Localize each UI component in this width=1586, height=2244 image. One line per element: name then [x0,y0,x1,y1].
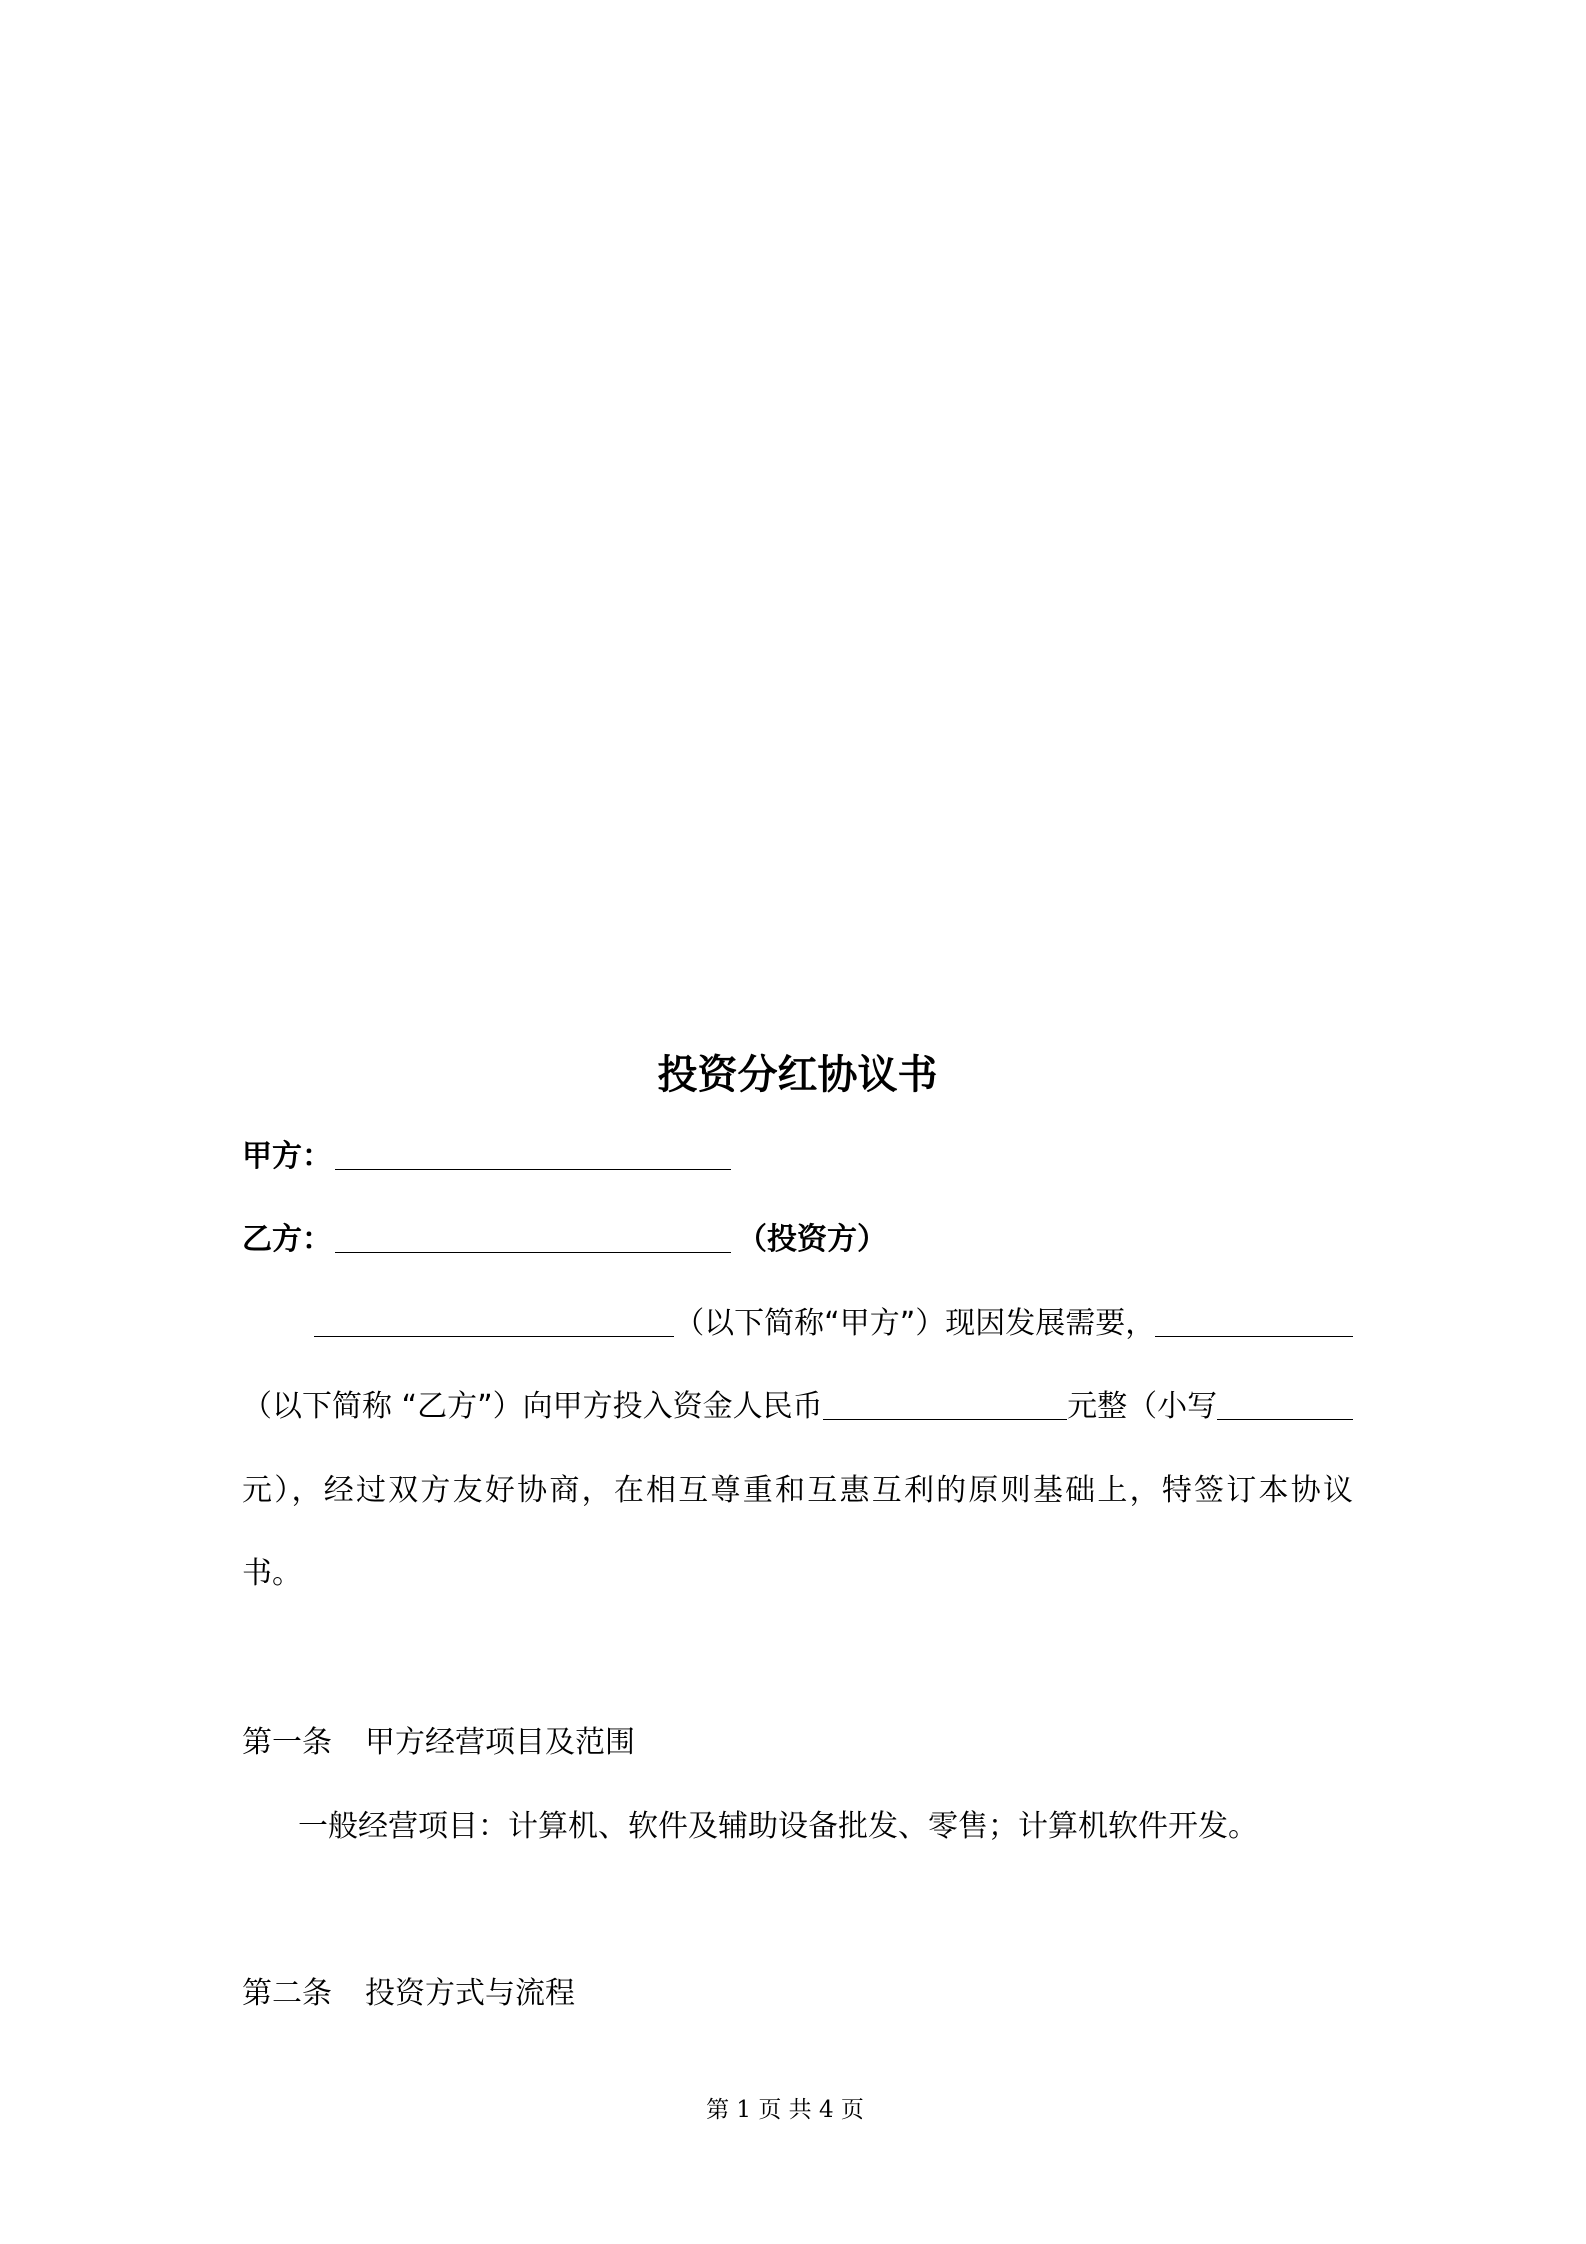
article-2-heading [242,1974,575,2014]
page-footer: 第 1 页 共 4 页 [706,2097,864,2123]
intro-line-4: 书。 [242,1556,302,1591]
party-b-label: 乙方： [242,1222,332,1257]
party-b-note: （投资方） [737,1222,887,1257]
intro-line-2 [242,1387,1353,1427]
article-2-number: 第二条 [242,1976,332,2011]
article-1-body: 一般经营项目：计算机、软件及辅助设备批发、零售；计算机软件开发。 [298,1809,1258,1844]
intro-line-3: 元），经过双方友好协商，在相互尊重和互惠互利的原则基础上，特签订本协议 [242,1473,1353,1508]
amount-lowercase-blank [1217,1389,1353,1420]
amount-uppercase-blank [823,1389,1068,1420]
article-2-title: 投资方式与流程 [365,1976,575,2011]
party-a-blank [335,1139,731,1170]
intro-line-2-text-b: 元整（小写 [1067,1389,1218,1424]
party-b-line [242,1220,1353,1260]
document-title: 投资分红协议书 [657,1052,938,1098]
intro-line-2-text-a: （以下简称 “乙方”）向甲方投入资金人民币 [242,1389,823,1424]
party-a-name-blank [314,1306,674,1337]
article-1-title: 甲方经营项目及范围 [365,1725,635,1760]
article-1-heading [242,1723,635,1763]
article-1-number: 第一条 [242,1725,332,1760]
intro-line-1 [242,1304,1353,1344]
party-b-name-blank [1155,1306,1353,1337]
party-a-label: 甲方： [242,1139,332,1174]
party-a-line [242,1137,1353,1177]
intro-line-1-text: （以下简称“甲方”）现因发展需要， [674,1306,1156,1341]
party-b-blank [335,1222,731,1253]
